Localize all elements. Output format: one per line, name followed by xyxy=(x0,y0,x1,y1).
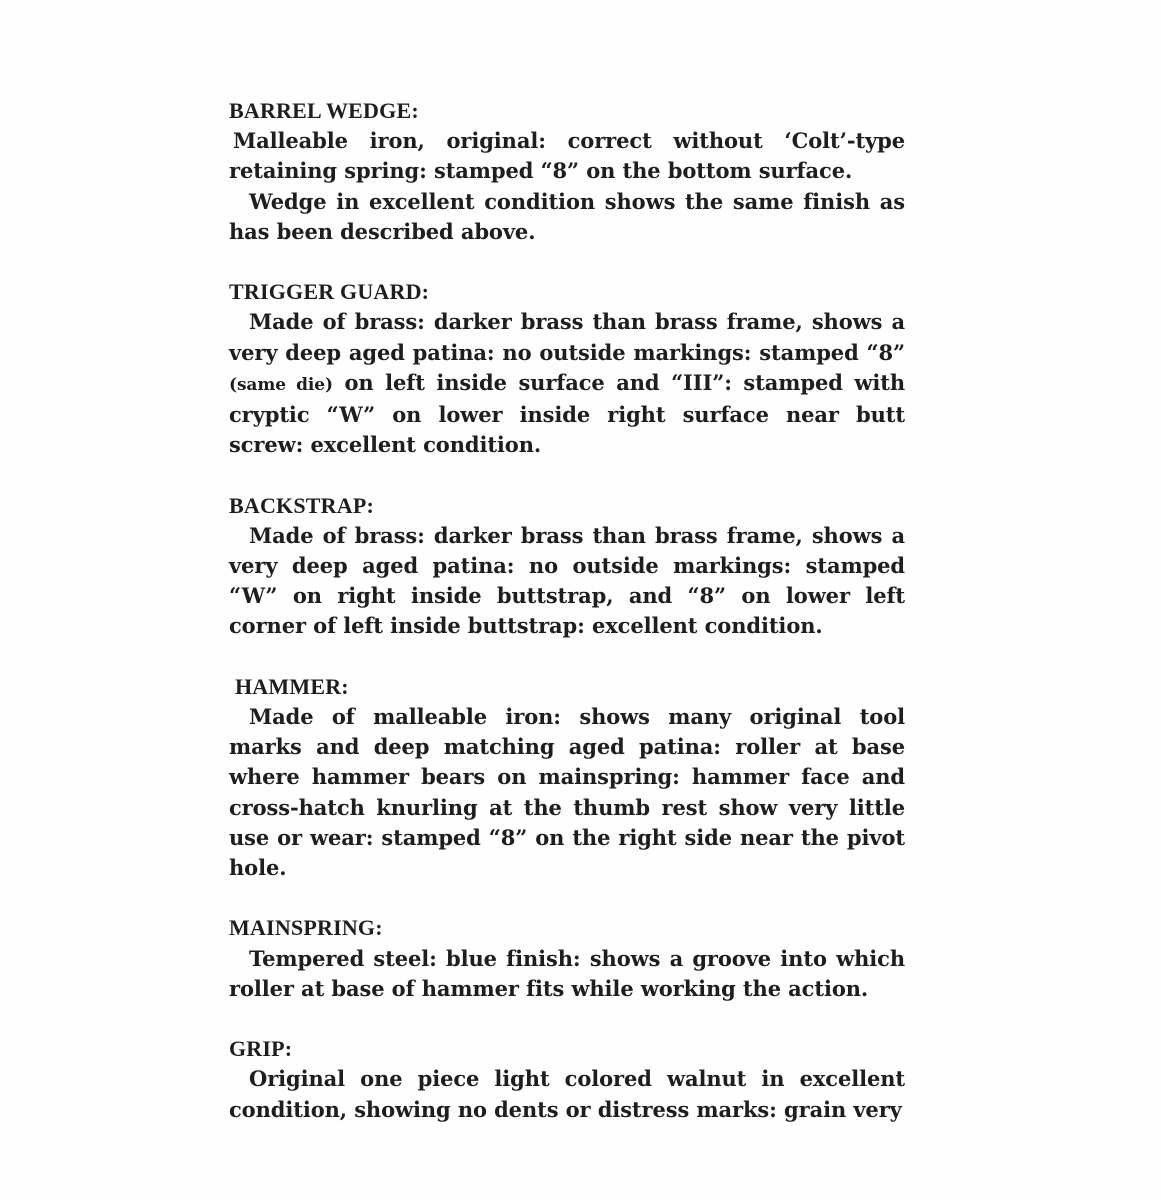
section-paragraph: Original one piece light colored walnut in excellent condition, showing no dents or distress marks: grain very xyxy=(229,1066,905,1122)
section-heading: TRIGGER GUARD: xyxy=(229,279,430,305)
section-barrel-wedge xyxy=(229,96,905,247)
section-paragraph: Made of brass: darker brass than brass frame, shows a very deep aged patina: no outside markings: stamped “W” on right inside buttstrap, and “8” on lower left corner of left inside buttstrap: excellent condition. xyxy=(229,522,905,639)
section-hammer xyxy=(229,672,905,883)
section-mainspring xyxy=(229,913,905,1004)
section-heading: MAINSPRING: xyxy=(229,915,383,941)
section-paragraph: Made of malleable iron: shows many original tool marks and deep matching aged patina: roller at base where hammer bears on mainspring: hammer face and cross-hatch knurling at the thumb rest show very little use or wear: stamped “8” on the right side near the pivot hole. xyxy=(229,704,905,881)
section-trigger-guard xyxy=(229,277,905,460)
section-paragraph: Wedge in excellent condition shows the same finish as has been described above. xyxy=(229,188,905,244)
parenthetical-note: (same die) xyxy=(229,374,333,395)
section-backstrap xyxy=(229,491,905,642)
section-heading: HAMMER: xyxy=(235,673,349,699)
section-paragraph: Tempered steel: blue finish: shows a groove into which roller at base of hammer fits while working the action. xyxy=(229,945,905,1001)
section-paragraph xyxy=(229,307,905,460)
section-heading: BARREL WEDGE: xyxy=(229,98,419,123)
paragraph-text: on left inside surface and “III”: stamped with cryptic “W” on lower inside right surface near butt screw: excellent condition. xyxy=(229,369,906,458)
section-heading: BACKSTRAP: xyxy=(229,492,375,518)
document-body xyxy=(229,96,905,1155)
section-heading: GRIP: xyxy=(229,1036,293,1062)
section-paragraph: Malleable iron, original: correct without ‘Colt’-type retaining spring: stamped “8” on the bottom surface. xyxy=(229,128,905,184)
paragraph-text: Made of brass: darker brass than brass frame, shows a very deep aged patina: no outside markings: stamped “8” xyxy=(229,309,905,365)
section-grip xyxy=(229,1034,905,1125)
